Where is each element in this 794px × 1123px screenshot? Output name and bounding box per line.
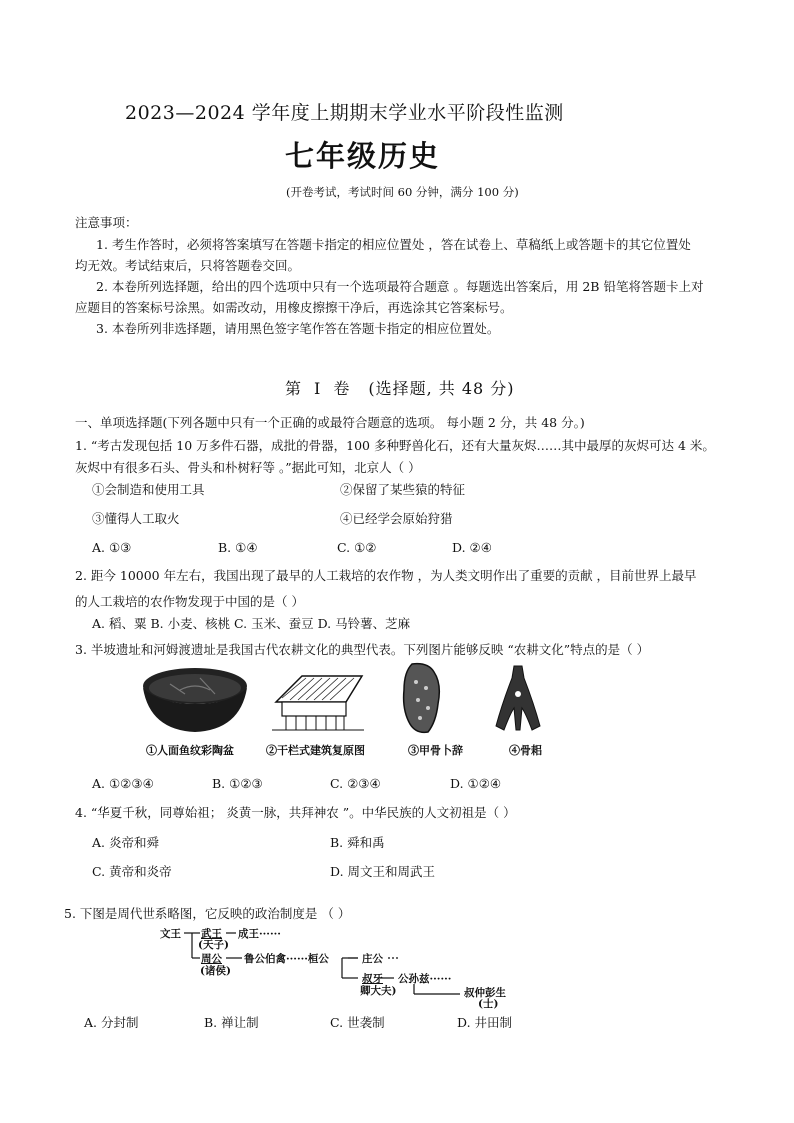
exam-info: (开卷考试，考试时间 60 分钟，满分 100 分) — [286, 185, 519, 199]
q4-option-d: D. 周文王和周武王 — [330, 864, 436, 879]
figure-caption: ④骨耜 — [509, 744, 542, 757]
tree-wuwang: 武王 — [201, 928, 222, 940]
q2-stem: 的人工栽培的农作物发现于中国的是（ ） — [75, 594, 304, 609]
notice-line: 均无效。考试结束后，只将答题卷交回。 — [75, 258, 301, 273]
tree-zhougong: 周公 — [201, 953, 222, 965]
notice-line: 3. 本卷所列非选择题，请用黑色签字笔作答在答题卡指定的相应位置处。 — [96, 321, 500, 336]
q3-stem: 3. 半坡遗址和河姆渡遗址是我国古代农耕文化的典型代表。下列图片能够反映 “农耕文化”特点的是（ ） — [75, 642, 650, 657]
q5-stem: 5. 下图是周代世系略图，它反映的政治制度是 （ ） — [64, 906, 351, 921]
q1-stem: 1. “考古发现包括 10 万多件石器，成批的骨器，100 多种野兽化石，还有大量灰烬……其中最厚的灰烬可达 4 米。 — [75, 438, 715, 453]
tree-lugong: 鲁公伯禽······桓公 — [244, 953, 329, 965]
q5-option-d: D. 井田制 — [457, 1015, 513, 1030]
figure-caption: ②干栏式建筑复原图 — [266, 744, 365, 757]
subject-title: 七年级历史 — [285, 139, 441, 173]
tree-zhuanggong: 庄公 — [362, 953, 383, 965]
tree-chengwang: 成王······ — [238, 928, 281, 940]
tree-wenwang: 文王 — [160, 928, 181, 940]
pottery-basin-image — [140, 664, 250, 736]
tree-zhuhou: (诸侯) — [200, 965, 231, 977]
q4-option-a: A. 炎帝和舜 — [92, 835, 159, 850]
q4-stem: 4. “华夏千秋，同尊始祖； 炎黄一脉，共拜神农 ”。中华民族的人文初祖是（ ） — [75, 805, 516, 820]
q1-option-d: D. ②④ — [452, 540, 492, 555]
notice-line: 2. 本卷所列选择题，给出的四个选项中只有一个选项最符合题意 。每题选出答案后，用 2B 铅笔将答题卡上对 — [96, 279, 704, 294]
exam-title: 2023—2024 学年度上期期末学业水平阶段性监测 — [125, 102, 564, 124]
q5-option-c: C. 世袭制 — [330, 1015, 385, 1030]
q3-option-d: D. ①②④ — [450, 776, 502, 791]
tree-gongsun: 公孙兹······ — [398, 973, 452, 985]
q1-stem: 灰烬中有很多石头、骨头和朴树籽等 。”据此可知，北京人（ ） — [75, 460, 421, 475]
stilt-house-image — [268, 672, 368, 734]
q5-option-b: B. 禅让制 — [204, 1015, 259, 1030]
q1-option-a: A. ①③ — [92, 540, 132, 555]
q1-option-c: C. ①② — [337, 540, 377, 555]
q3-option-b: B. ①②③ — [212, 776, 263, 791]
tree-tianzi: (天子) — [198, 939, 229, 951]
q4-option-b: B. 舜和禹 — [330, 835, 385, 850]
tree-qingdafu: 卿大夫) — [360, 985, 397, 997]
notice-line: 1. 考生作答时，必须将答案填写在答题卡指定的相应位置处 ，答在试卷上、草稿纸上或答题卡的其它位置处 — [96, 237, 691, 252]
part-intro: 一、单项选择题(下列各题中只有一个正确的或最符合题意的选项。 每小题 2 分，共 48 分。) — [75, 415, 585, 430]
q3-option-c: C. ②③④ — [330, 776, 381, 791]
q1-statement: ③懂得人工取火 — [92, 511, 180, 526]
q3-option-a: A. ①②③④ — [92, 776, 154, 791]
tree-shi: (士) — [478, 998, 499, 1010]
q2-options: A. 稻、粟 B. 小麦、核桃 C. 玉米、蚕豆 D. 马铃薯、芝麻 — [92, 616, 411, 631]
notice-line: 应题目的答案标号涂黑。如需改动，用橡皮擦擦干净后，再选涂其它答案标号。 — [75, 300, 513, 315]
bone-spade-image — [494, 664, 542, 736]
oracle-bone-image — [398, 662, 444, 734]
tree-shuzhong: 叔仲彭生 — [464, 987, 506, 999]
q1-statement: ②保留了某些猿的特征 — [340, 482, 466, 497]
q1-statement: ④已经学会原始狩猎 — [340, 511, 453, 526]
q4-option-c: C. 黄帝和炎帝 — [92, 864, 172, 879]
figure-caption: ③甲骨卜辞 — [408, 744, 463, 757]
tree-shuya: 叔牙 — [362, 973, 383, 985]
notice-heading: 注意事项： — [75, 215, 138, 230]
section-heading: 第 I 卷 (选择题, 共 48 分) — [285, 379, 515, 398]
q5-option-a: A. 分封制 — [84, 1015, 139, 1030]
figure-caption: ①人面鱼纹彩陶盆 — [146, 744, 234, 757]
q1-statement: ①会制造和使用工具 — [92, 482, 205, 497]
q2-stem: 2. 距今 10000 年左右，我国出现了最早的人工栽培的农作物 ，为人类文明作出了重要的贡献 ，目前世界上最早 — [75, 568, 697, 583]
q1-option-b: B. ①④ — [218, 540, 258, 555]
